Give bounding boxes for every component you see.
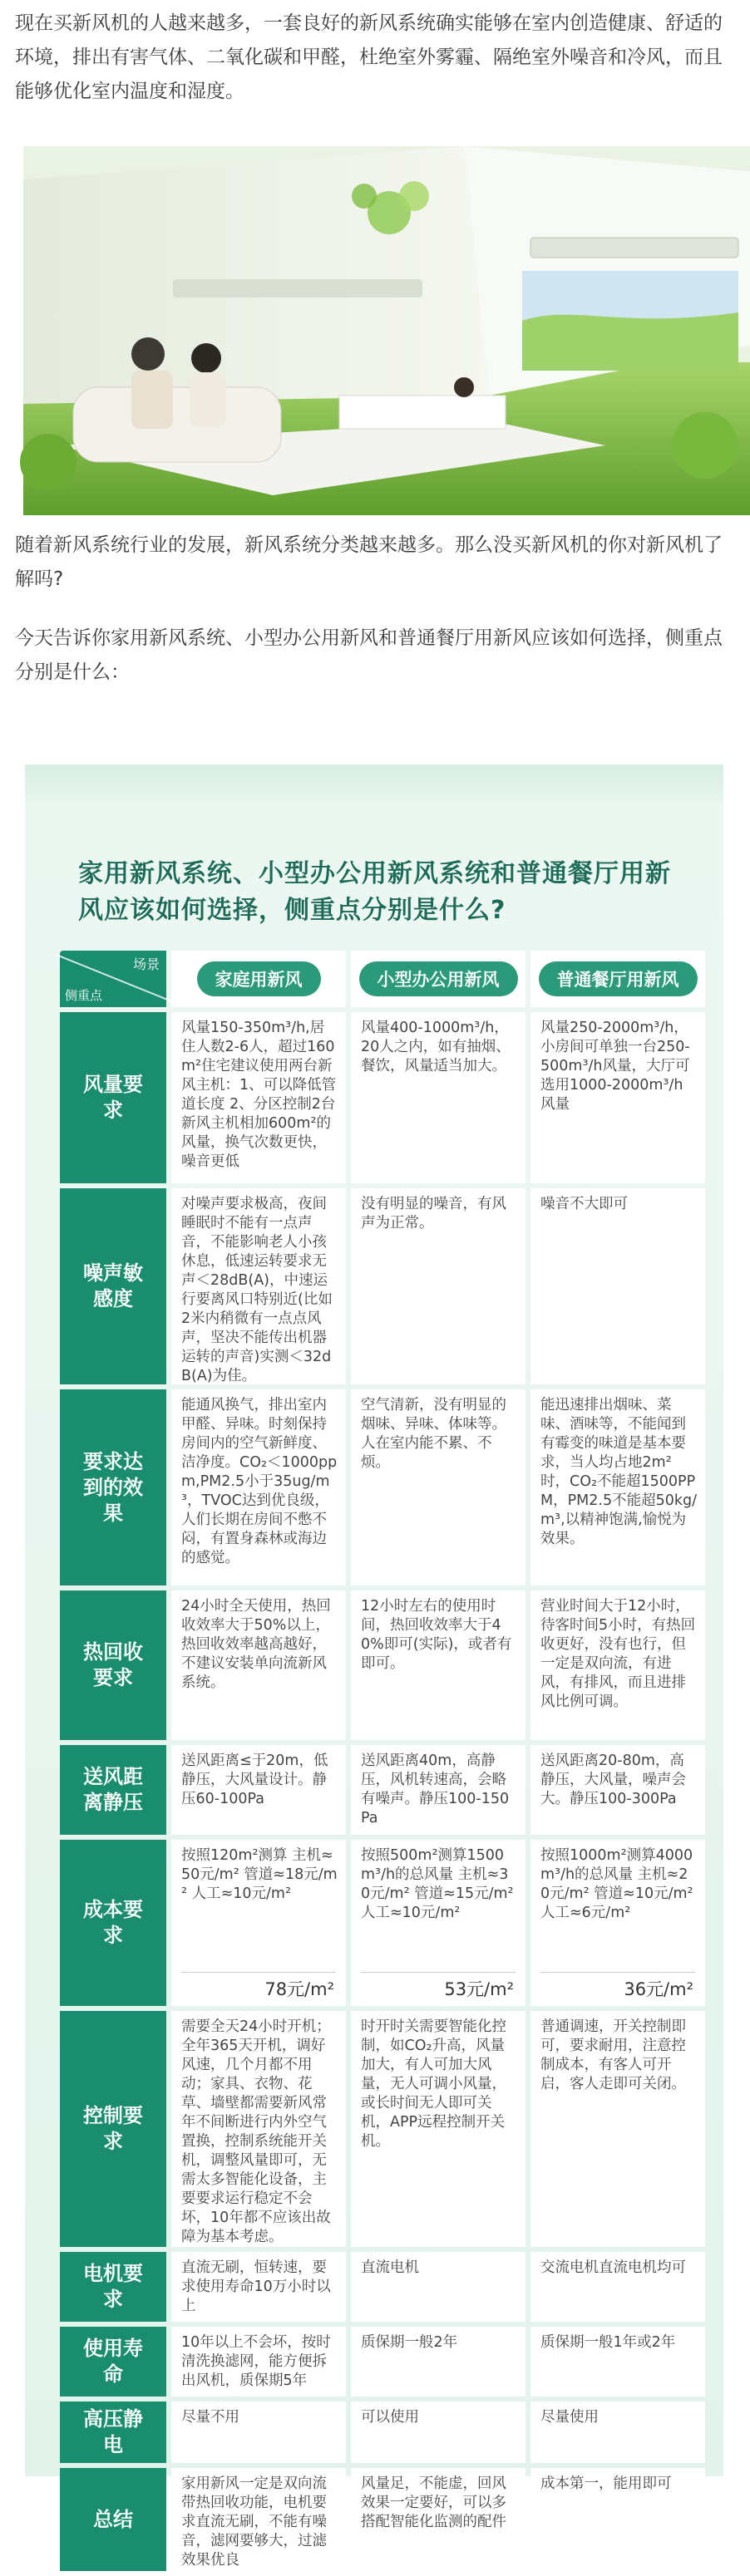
row-label: 使用寿命 <box>60 2327 166 2397</box>
table-cell: 12小时左右的使用时间，热回收效率大于40%即可(实际)，或者有即可。 <box>351 1590 525 1740</box>
cost-breakdown: 按照1000m²测算4000m³/h的总风量 主机≈20元/m² 管道≈10元/m² 人工≈6元/m² <box>540 1847 693 1921</box>
table-cell: 质保期一般2年 <box>351 2327 525 2397</box>
cost-breakdown: 按照120m²测算 主机≈50元/m² 管道≈18元/m² 人工≈10元/m² <box>181 1847 338 1902</box>
table-cell: 送风距离≤于20m，低静压，大风量设计。静压60-100Pa <box>171 1745 346 1835</box>
cost-divider <box>361 1972 516 1973</box>
table-row <box>60 1840 707 2006</box>
row-label: 风量要求 <box>60 1012 166 1183</box>
table-row <box>60 2401 707 2463</box>
column-header-label: 小型办公用新风 <box>359 961 518 996</box>
table-row <box>60 2468 707 2571</box>
corner-focus-label: 侧重点 <box>65 988 103 1003</box>
cost-total: 53元/m² <box>444 1979 514 1999</box>
table-header-row <box>60 951 707 1007</box>
table-cell: 空气清新，没有明显的烟味、异味、体味等。人在室内能不累、不烦。 <box>351 1389 525 1585</box>
table-cell: 风量足，不能虚，回风效果一定要好，可以多搭配智能化监测的配件 <box>351 2468 525 2571</box>
table-cell <box>530 1840 705 2006</box>
column-header-office <box>351 951 525 1007</box>
table-cell: 成本第一，能用即可 <box>530 2468 705 2571</box>
table-cell: 能通风换气，排出室内甲醛、异味。时刻保持房间内的空气新鲜度、洁净度。CO₂＜1000ppm,PM2.5小于35ug/m³，TVOC达到优良级，人们长期在房间不憋不闷，有置身森林或海边的感觉。 <box>171 1389 346 1585</box>
row-label: 总结 <box>60 2468 166 2571</box>
table-cell: 能迅速排出烟味、菜味、酒味等，不能闻到有霉变的味道是基本要求，当人均占地2m²时，CO₂不能超1500PPM，PM2.5不能超50kg/m³,以精神饱满,愉悦为效果。 <box>530 1389 705 1585</box>
table-cell: 可以使用 <box>351 2401 525 2463</box>
table-cell: 营业时间大于12小时，待客时间5小时，有热回收更好，没有也行，但一定是双向流，有进风，有排风，而且进排风比例可调。 <box>530 1590 705 1740</box>
intro-paragraph-1: 现在买新风机的人越来越多，一套良好的新风系统确实能够在室内创造健康、舒适的环境，排出有害气体、二氧化碳和甲醛，杜绝室外雾霾、隔绝室外噪音和冷风，而且能够优化室内温度和湿度。 <box>15 12 723 102</box>
living-room-image <box>23 146 750 515</box>
table-cell: 交流电机直流电机均可 <box>530 2252 705 2322</box>
table-cell: 需要全天24小时开机；全年365天开机，调好风速，几个月都不用动；家具、衣物、花草、墙壁都需要新风常年不间断进行内外空气置换，控制系统能开关机，调整风量即可，无需太多智能化设备，主要要求运行稳定不会坏，10年都不应该出故障为基本考虑。 <box>171 2011 346 2247</box>
row-label: 要求达到的效果 <box>60 1389 166 1585</box>
table-row <box>60 1389 707 1585</box>
row-label: 高压静电 <box>60 2401 166 2463</box>
row-label: 热回收要求 <box>60 1590 166 1740</box>
card-title: 家用新风系统、小型办公用新风系统和普通餐厅用新风应该如何选择，侧重点分别是什么? <box>78 859 671 925</box>
table-row <box>60 2011 707 2247</box>
row-label: 送风距离静压 <box>60 1745 166 1835</box>
cost-breakdown: 按照500m²测算1500m³/h的总风量 主机≈30元/m² 管道≈15元/m² 人工≈10元/m² <box>361 1847 514 1921</box>
row-label: 成本要求 <box>60 1840 166 2006</box>
table-row <box>60 1745 707 1835</box>
living-room-illustration <box>23 146 750 515</box>
comparison-table <box>60 951 707 2576</box>
table-cell: 普通调速，开关控制即可，要求耐用，注意控制成本，有客人可开启，客人走即可关闭。 <box>530 2011 705 2247</box>
table-cell: 送风距离40m，高静压，风机转速高，会略有噪声。静压100-150Pa <box>351 1745 525 1835</box>
card-top-band <box>25 764 723 803</box>
cost-divider <box>181 1972 336 1973</box>
table-cell: 质保期一般1年或2年 <box>530 2327 705 2397</box>
column-header-label: 普通餐厅用新风 <box>539 961 698 996</box>
table-cell: 风量150-350m³/h,居住人数2-6人，超过160m²住宅建议使用两台新风主机：1、可以降低管道长度 2、分区控制2台新风主机相加600m²的风量，换气次数更快，噪音更低 <box>171 1012 346 1183</box>
cost-divider <box>540 1972 695 1973</box>
cost-total: 78元/m² <box>264 1979 334 1999</box>
table-row <box>60 1188 707 1384</box>
table-cell: 24小时全天使用，热回收效率大于50%以上，热回收效率越高越好，不建议安装单向流新风系统。 <box>171 1590 346 1740</box>
row-label: 电机要求 <box>60 2252 166 2322</box>
table-row <box>60 1590 707 1740</box>
table-cell: 没有明显的噪音，有风声为正常。 <box>351 1188 525 1384</box>
intro-paragraph-3: 今天告诉你家用新风系统、小型办公用新风和普通餐厅用新风应该如何选择，侧重点分别是什么： <box>15 627 723 683</box>
column-header-home <box>171 951 346 1007</box>
table-row <box>60 2252 707 2322</box>
table-corner <box>60 951 166 1007</box>
table-row <box>60 2327 707 2397</box>
table-cell: 对噪声要求极高，夜间睡眠时不能有一点声音，不能影响老人小孩休息，低速运转要求无声＜28dB(A)，中速运行要离风口特别近(比如2米内稍微有一点点风声，坚决不能传出机器运转的声音)实测＜32dB(A)为佳。 <box>171 1188 346 1384</box>
intro-paragraph-2: 随着新风系统行业的发展，新风系统分类越来越多。那么没买新风机的你对新风机了解吗? <box>15 534 723 590</box>
table-cell: 风量400-1000m³/h，20人之内，如有抽烟、餐饮，风量适当加大。 <box>351 1012 525 1183</box>
table-cell: 直流电机 <box>351 2252 525 2322</box>
table-cell: 10年以上不会坏，按时清洗换滤网，能方便拆出风机，质保期5年 <box>171 2327 346 2397</box>
table-cell <box>171 1840 346 2006</box>
table-cell: 尽量使用 <box>530 2401 705 2463</box>
comparison-card <box>25 764 723 2569</box>
table-cell: 尽量不用 <box>171 2401 346 2463</box>
table-cell: 直流无刷，恒转速，要求使用寿命10万小时以上 <box>171 2252 346 2322</box>
table-cell: 家用新风一定是双向流带热回收功能，电机要求直流无刷，不能有噪音，滤网要够大，过滤效果优良 <box>171 2468 346 2571</box>
table-cell: 风量250-2000m³/h，小房间可单独一台250-500m³/h风量，大厅可选用1000-2000m³/h风量 <box>530 1012 705 1183</box>
table-cell <box>351 1840 525 2006</box>
column-header-restaurant <box>530 951 705 1007</box>
table-cell: 噪音不大即可 <box>530 1188 705 1384</box>
corner-scene-label: 场景 <box>132 956 160 972</box>
row-label: 噪声敏感度 <box>60 1188 166 1384</box>
table-cell: 送风距离20-80m，高静压，大风量，噪声会大。静压100-300Pa <box>530 1745 705 1835</box>
table-cell: 时开时关需要智能化控制，如CO₂升高，风量加大，有人可加大风量，无人可调小风量，或长时间无人即可关机，APP远程控制开关机。 <box>351 2011 525 2247</box>
row-label: 控制要求 <box>60 2011 166 2247</box>
column-header-label: 家庭用新风 <box>197 961 321 996</box>
cost-total: 36元/m² <box>624 1979 693 1999</box>
table-row <box>60 1012 707 1183</box>
